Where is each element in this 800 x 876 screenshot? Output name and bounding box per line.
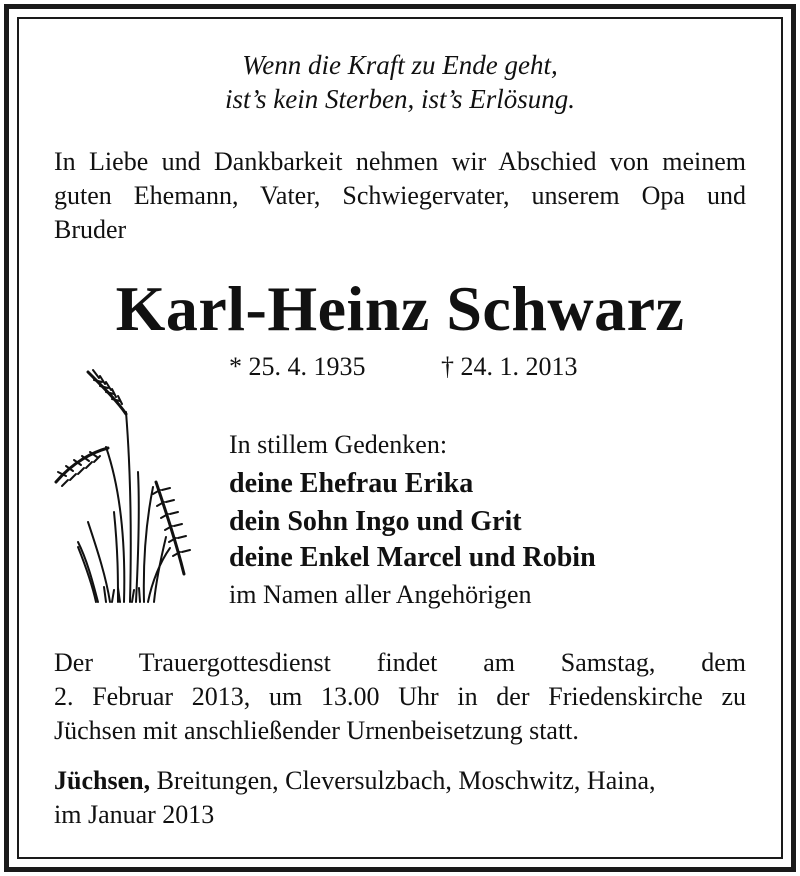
service-line-1: [54, 648, 746, 678]
wheat-icon: [48, 362, 198, 607]
mourners-heading: In stillem Gedenken:: [229, 430, 448, 459]
mourner-spouse: deine Ehefrau Erika: [229, 468, 474, 499]
motto-line-2: ist’s kein Sterben, ist’s Erlösung.: [224, 84, 575, 114]
places-rest: Breitungen, Cleversulzbach, Moschwitz, Haina,: [150, 766, 656, 795]
places-line-2: im Januar 2013: [54, 800, 215, 829]
places-line-1: [54, 766, 656, 796]
service-word: Samstag,: [560, 648, 656, 677]
places-first: Jüchsen,: [54, 766, 151, 795]
service-word: dem: [701, 648, 746, 677]
intro-line-1: In Liebe und Dankbarkeit nehmen wir Abschied von meinem: [54, 147, 746, 176]
service-line-3: Jüchsen mit anschließender Urnenbeisetzung statt.: [54, 716, 579, 745]
motto-line-1: Wenn die Kraft zu Ende geht,: [242, 50, 558, 80]
service-word: Trauergottesdienst: [138, 648, 331, 677]
deceased-name: Karl-Heinz Schwarz: [115, 273, 685, 344]
intro-line-2: guten Ehemann, Vater, Schwiegervater, unserem Opa und: [54, 181, 746, 210]
mourners-closing: im Namen aller Angehörigen: [229, 580, 532, 609]
birth-date: * 25. 4. 1935: [229, 352, 366, 381]
intro-line-3: Bruder: [54, 215, 127, 244]
service-word: findet: [376, 648, 438, 677]
mourner-son: dein Sohn Ingo und Grit: [229, 506, 522, 537]
death-date: † 24. 1. 2013: [441, 352, 578, 381]
mourner-grandchildren: deine Enkel Marcel und Robin: [229, 542, 596, 573]
service-word: Der: [54, 648, 93, 677]
service-line-2: 2. Februar 2013, um 13.00 Uhr in der Friedenskirche zu: [54, 682, 746, 711]
service-word: am: [483, 648, 515, 677]
